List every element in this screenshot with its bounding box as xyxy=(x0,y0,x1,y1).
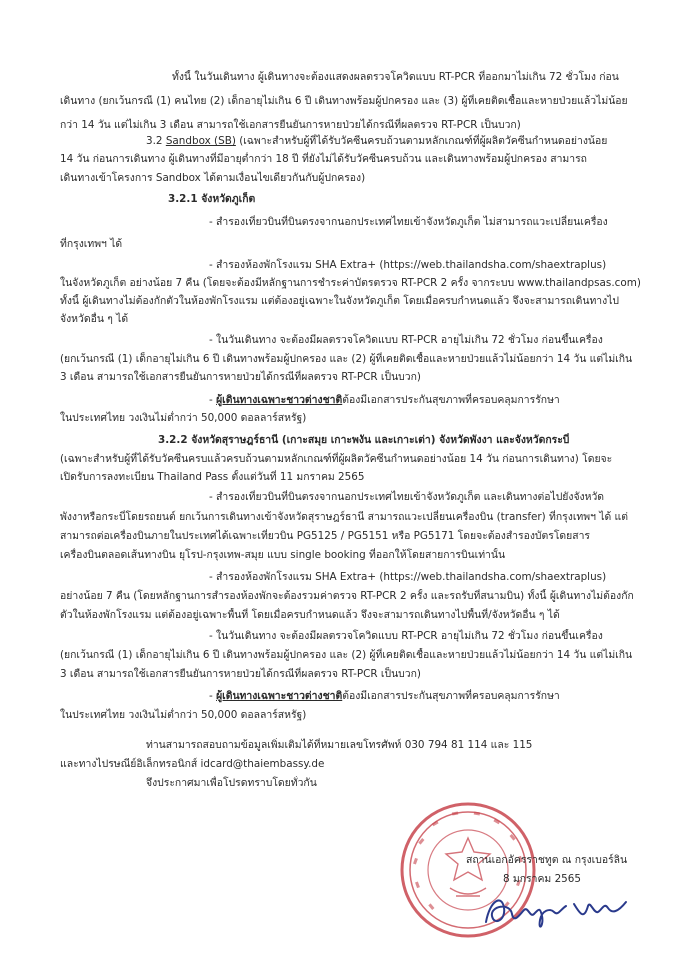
phuket-insurance-dash: - xyxy=(209,394,217,406)
section-3-2-2-para-line-2: เปิดรับการลงทะเบียน Thailand Pass ตั้งแต่วันที่ 11 มกราคม 2565 xyxy=(60,471,365,483)
section-3-2-line-1 xyxy=(146,134,607,148)
phuket-hotel-line-3: ทั้งนี้ ผู้เดินทางไม่ต้องกักตัวในห้องพักโรงแรม แต่ต้องอยู่เฉพาะในจังหวัดภูเก็ต โดยเมื่อครบกำหนดแล้ว จึงจะสามารถเดินทางไป xyxy=(60,295,620,307)
samui-hotel-line-2: อย่างน้อย 7 คืน (โดยหลักฐานการสำรองห้องพักจะต้องรวมค่าตรวจ RT-PCR 2 ครั้ง และรถรับที่สนามบิน) ทั้งนี้ ผู้เดินทางไม่ต้องกัก xyxy=(60,590,634,602)
samui-insurance-line-2: ในประเทศไทย วงเงินไม่ต่ำกว่า 50,000 ดอลลาร์สหรัฐ) xyxy=(60,709,307,721)
phuket-hotel-line-4: จังหวัดอื่น ๆ ได้ xyxy=(60,313,129,325)
section-3-2-2-para-line-1: (เฉพาะสำหรับผู้ที่ได้รับวัคซีนครบแล้วครบถ้วนตามหลักเกณฑ์ที่ผู้ผลิตวัคซีนกำหนดอย่างน้อย 14 วัน ก่อนการเดินทาง) โดยจะ xyxy=(60,453,613,465)
samui-test-line-3: 3 เดือน สามารถใช้เอกสารยืนยันการหายป่วยได้กรณีที่ผลตรวจ RT-PCR เป็นบวก) xyxy=(60,668,421,680)
samui-flight-line-2: พังงาหรือกระบี่โดยรถยนต์ ยกเว้นการเดินทางเข้าจังหวัดสุราษฎร์ธานี สามารถแวะเปลี่ยนเครื่องบิน (transfer) ที่กรุงเทพฯ ได้ แต่ xyxy=(60,511,628,523)
phuket-hotel-line-2: ในจังหวัดภูเก็ต อย่างน้อย 7 คืน (โดยจะต้องมีหลักฐานการชำระค่าบัตรตรวจ RT-PCR 2 ครั้ง จากระบบ www.thailandpsas.com) xyxy=(60,277,641,289)
phuket-insurance-text: ต้องมีเอกสารประกันสุขภาพที่ครอบคลุมการรักษา xyxy=(342,394,560,406)
samui-flight-line-4: เครื่องบินตลอดเส้นทางบิน ยุโรป-กรุงเทพ-สมุย แบบ single booking ที่ออกให้โดยสายการบินเท่านั้น xyxy=(60,549,506,561)
contact-line-2: และทางไปรษณีย์อิเล็กทรอนิกส์ idcard@thaiembassy.de xyxy=(60,758,325,770)
samui-insurance-line-1 xyxy=(209,689,560,703)
phuket-test-line-3: 3 เดือน สามารถใช้เอกสารยืนยันการหายป่วยได้กรณีที่ผลตรวจ RT-PCR เป็นบวก) xyxy=(60,371,421,383)
phuket-hotel-line-1: - สำรองห้องพักโรงแรม SHA Extra+ (https://web.thailandsha.com/shaextraplus) xyxy=(209,259,607,271)
phuket-insurance-line-2: ในประเทศไทย วงเงินไม่ต่ำกว่า 50,000 ดอลลาร์สหรัฐ) xyxy=(60,412,307,424)
phuket-test-line-1: - ในวันเดินทาง จะต้องมีผลตรวจโควิดแบบ RT-PCR อายุไม่เกิน 72 ชั่วโมง ก่อนขึ้นเครื่อง xyxy=(209,334,603,346)
section-3-2-number: 3.2 xyxy=(146,135,166,147)
samui-flight-line-1: - สำรองเที่ยวบินที่บินตรงจากนอกประเทศไทยเข้าจังหวัดภูเก็ต และเดินทางต่อไปยังจังหวัด xyxy=(209,491,605,503)
samui-test-line-2: (ยกเว้นกรณี (1) เด็กอายุไม่เกิน 6 ปี เดินทางพร้อมผู้ปกครอง และ (2) ผู้ที่เคยติดเชื้อและหายป่วยแล้วไม่น้อยกว่า 14 วัน แต่ไม่เกิน xyxy=(60,649,633,661)
section-3-2-line-3: เดินทางเข้าโครงการ Sandbox ได้ตามเงื่อนไขเดียวกันกับผู้ปกครอง) xyxy=(60,172,366,184)
samui-test-line-1: - ในวันเดินทาง จะต้องมีผลตรวจโควิดแบบ RT-PCR อายุไม่เกิน 72 ชั่วโมง ก่อนขึ้นเครื่อง xyxy=(209,630,603,642)
issuer-name: สถานเอกอัครราชทูต ณ กรุงเบอร์ลิน xyxy=(466,854,628,866)
section-3-2-text: (เฉพาะสำหรับผู้ที่ได้รับวัคซีนครบถ้วนตามหลักเกณฑ์ที่ผู้ผลิตวัคซีนกำหนดอย่างน้อย xyxy=(235,135,608,147)
phuket-test-line-2: (ยกเว้นกรณี (1) เด็กอายุไม่เกิน 6 ปี เดินทางพร้อมผู้ปกครอง และ (2) ผู้ที่เคยติดเชื้อและหายป่วยแล้วไม่น้อยกว่า 14 วัน แต่ไม่เกิน xyxy=(60,353,633,365)
closing-line: จึงประกาศมาเพื่อโปรดทราบโดยทั่วกัน xyxy=(146,777,317,789)
intro-line-1: ทั้งนี้ ในวันเดินทาง ผู้เดินทางจะต้องแสดงผลตรวจโควิดแบบ RT-PCR ที่ออกมาไม่เกิน 72 ชั่วโมง ก่อน xyxy=(172,71,619,83)
samui-hotel-line-3: ตัวในห้องพักโรงแรม แต่ต้องอยู่เฉพาะพื้นที่ โดยเมื่อครบกำหนดแล้ว จึงจะสามารถเดินทางไปพื้นที่/จังหวัดอื่น ๆ ได้ xyxy=(60,609,560,621)
section-3-2-1-heading: 3.2.1 จังหวัดภูเก็ต xyxy=(168,193,256,205)
samui-hotel-line-1: - สำรองห้องพักโรงแรม SHA Extra+ (https://web.thailandsha.com/shaextraplus) xyxy=(209,571,607,583)
samui-insurance-text: ต้องมีเอกสารประกันสุขภาพที่ครอบคลุมการรักษา xyxy=(342,690,560,702)
samui-insurance-emphasis: ผู้เดินทางเฉพาะชาวต่างชาติ xyxy=(216,690,343,702)
issue-date: 8 มกราคม 2565 xyxy=(503,873,582,885)
section-3-2-2-heading: 3.2.2 จังหวัดสุราษฎร์ธานี (เกาะสมุย เกาะพงัน และเกาะเต่า) จังหวัดพังงา และจังหวัดกระบี่ xyxy=(158,434,570,446)
phuket-insurance-line-1 xyxy=(209,393,560,407)
samui-flight-line-3: สามารถต่อเครื่องบินภายในประเทศได้เฉพาะเที่ยวบิน PG5125 / PG5151 หรือ PG5171 โดยจะต้องสำรองบัตรโดยสาร xyxy=(60,530,590,542)
phuket-flight-line-2: ที่กรุงเทพฯ ได้ xyxy=(60,238,123,250)
section-3-2-title: Sandbox (SB) xyxy=(165,135,236,147)
intro-line-2: เดินทาง (ยกเว้นกรณี (1) คนไทย (2) เด็กอายุไม่เกิน 6 ปี เดินทางพร้อมผู้ปกครอง และ (3) ผู้ที่เคยติดเชื้อและหายป่วยแล้วไม่น้อย xyxy=(60,95,628,107)
section-3-2-line-2: 14 วัน ก่อนการเดินทาง ผู้เดินทางที่มีอายุต่ำกว่า 18 ปี ที่ยังไม่ได้รับวัคซีนครบถ้วน และเดินทางพร้อมผู้ปกครอง สามารถ xyxy=(60,153,587,165)
intro-line-3: กว่า 14 วัน แต่ไม่เกิน 3 เดือน สามารถใช้เอกสารยืนยันการหายป่วยได้กรณีที่ผลตรวจ RT-PCR เป็นบวก) xyxy=(60,119,521,131)
phuket-insurance-emphasis: ผู้เดินทางเฉพาะชาวต่างชาติ xyxy=(216,394,343,406)
samui-insurance-dash: - xyxy=(209,690,217,702)
contact-line-1: ท่านสามารถสอบถามข้อมูลเพิ่มเติมได้ที่หมายเลขโทรศัพท์ 030 794 81 114 และ 115 xyxy=(146,739,533,751)
handwritten-signature xyxy=(480,880,650,940)
phuket-flight-line-1: - สำรองเที่ยวบินที่บินตรงจากนอกประเทศไทยเข้าจังหวัดภูเก็ต ไม่สามารถแวะเปลี่ยนเครื่อง xyxy=(209,216,608,228)
